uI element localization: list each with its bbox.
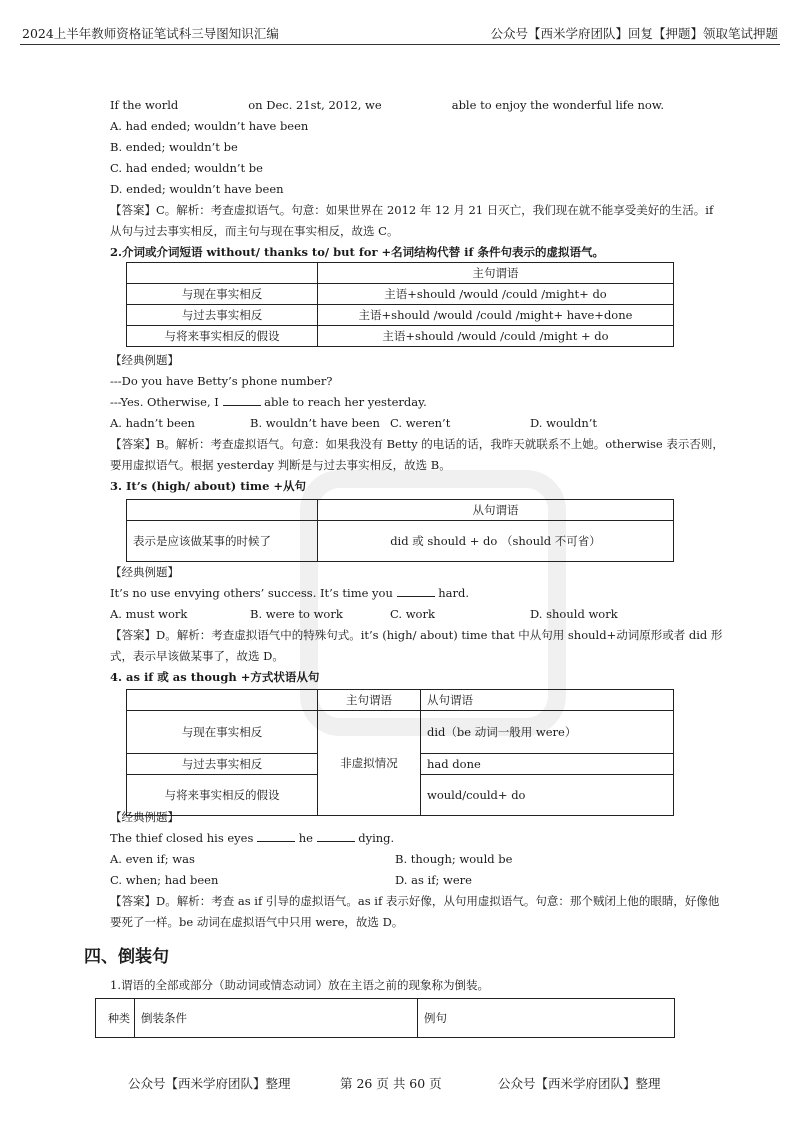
q1-option: D. ended; wouldn’t have been bbox=[110, 182, 284, 196]
footer-left: 公众号【西米学府团队】整理 bbox=[128, 1076, 291, 1091]
s2-answer: 【答案】B。解析：考查虚拟语气。句意：如果我没有 Betty 的电话的话，我昨天就联系不上她。otherwise 表示否则，要用虚拟语气。根据 yesterday 判断是与过去事实相反，故选 B。 bbox=[110, 437, 724, 472]
s5-col3: 例句 bbox=[418, 999, 675, 1038]
s2-q-line2b: able to reach her yesterday. bbox=[264, 395, 427, 409]
s5-intro: 1.谓语的全部或部分（助动词或情态动词）放在主语之前的现象称为倒装。 bbox=[110, 978, 489, 992]
section-4-title: 4. as if 或 as though +方式状语从句 bbox=[110, 670, 320, 684]
s4-form: had done bbox=[421, 754, 674, 775]
q1-option: B. ended; wouldn’t be bbox=[110, 140, 238, 154]
section-heading-inversion: 四、倒装句 bbox=[84, 947, 169, 967]
s3-option: D. should work bbox=[530, 607, 618, 621]
s4-option: B. though; would be bbox=[395, 852, 513, 866]
s3-option: A. must work bbox=[110, 607, 188, 621]
table-inversion bbox=[95, 998, 675, 1038]
s4-q-c: dying. bbox=[358, 831, 395, 845]
answer-blank bbox=[257, 829, 295, 842]
question-4 bbox=[110, 807, 728, 933]
q1-stem-b: on Dec. 21st, 2012, we bbox=[248, 98, 382, 112]
s2-q-line1: ---Do you have Betty’s phone number? bbox=[110, 374, 333, 388]
s2-col-header: 主句谓语 bbox=[318, 263, 674, 284]
s4-example-label: 【经典例题】 bbox=[110, 810, 179, 824]
s2-case: 与现在事实相反 bbox=[127, 284, 318, 305]
s2-option: A. hadn’t been bbox=[110, 416, 195, 430]
question-2 bbox=[110, 350, 728, 497]
s3-answer: 【答案】D。解析：考查虚拟语气中的特殊句式。it’s (high/ about) time that 中从句用 should+动词原形或者 did 形式，表示早该做某事了，故选 D。 bbox=[110, 628, 723, 663]
answer-blank bbox=[223, 393, 261, 406]
section-2-title: 2.介词或介词短语 without/ thanks to/ but for +名词结构代替 if 条件句表示的虚拟语气。 bbox=[110, 245, 604, 259]
s2-case: 与将来事实相反的假设 bbox=[127, 326, 318, 347]
s3-form: did 或 should + do （should 不可省） bbox=[318, 521, 674, 562]
page-header bbox=[20, 22, 780, 45]
section-3-title: 3. It’s (high/ about) time +从句 bbox=[110, 479, 307, 493]
s3-option: B. were to work bbox=[250, 607, 343, 621]
s4-case: 与将来事实相反的假设 bbox=[127, 775, 318, 816]
s3-q-a: It’s no use envying others’ success. It’s time you bbox=[110, 586, 393, 600]
s3-case: 表示是应该做某事的时候了 bbox=[127, 521, 318, 562]
question-1 bbox=[110, 95, 728, 263]
s2-form: 主语+should /would /could /might+ have+done bbox=[318, 305, 674, 326]
s4-form: did（be 动词一般用 were） bbox=[421, 711, 674, 754]
q1-stem-a: If the world bbox=[110, 98, 179, 112]
s2-case: 与过去事实相反 bbox=[127, 305, 318, 326]
s5-col2: 倒装条件 bbox=[135, 999, 418, 1038]
s4-form: would/could+ do bbox=[421, 775, 674, 816]
s3-option: C. work bbox=[390, 607, 435, 621]
s4-case: 与现在事实相反 bbox=[127, 711, 318, 754]
s4-merged: 非虚拟情况 bbox=[318, 711, 421, 816]
s4-option: C. when; had been bbox=[110, 873, 219, 887]
s2-form: 主语+should /would /could /might + do bbox=[318, 326, 674, 347]
s5-col1: 种类 bbox=[96, 999, 135, 1038]
s2-option: B. wouldn’t have been bbox=[250, 416, 380, 430]
header-title: 2024上半年教师资格证笔试科三导图知识汇编 bbox=[22, 26, 279, 41]
s3-col-header: 从句谓语 bbox=[318, 500, 674, 521]
table-s4 bbox=[126, 689, 674, 816]
s4-case: 与过去事实相反 bbox=[127, 754, 318, 775]
s4-q-b: he bbox=[298, 831, 313, 845]
s2-form: 主语+should /would /could /might+ do bbox=[318, 284, 674, 305]
page-number: 第 26 页 共 60 页 bbox=[340, 1076, 442, 1091]
q1-stem-c: able to enjoy the wonderful life now. bbox=[451, 98, 664, 112]
inversion-intro-block bbox=[110, 975, 728, 996]
s3-q-b: hard. bbox=[438, 586, 469, 600]
s2-example-label: 【经典例题】 bbox=[110, 353, 179, 367]
q1-answer: 【答案】C。解析：考查虚拟语气。句意：如果世界在 2012 年 12 月 21 日灭亡，我们现在就不能享受美好的生活。if 从句与过去事实相反，而主句与现在事实相反，故选 C。 bbox=[110, 203, 714, 238]
s4-option: D. as if; were bbox=[395, 873, 472, 887]
answer-blank bbox=[317, 829, 355, 842]
footer-right: 公众号【西米学府团队】整理 bbox=[498, 1076, 661, 1091]
s4-q-a: The thief closed his eyes bbox=[110, 831, 254, 845]
s4-col-main: 主句谓语 bbox=[318, 690, 421, 711]
q1-option: A. had ended; wouldn’t have been bbox=[110, 119, 309, 133]
table-s3 bbox=[126, 499, 674, 562]
s2-option: C. weren’t bbox=[390, 416, 451, 430]
header-promo: 公众号【西米学府团队】回复【押题】领取笔试押题 bbox=[490, 26, 778, 41]
s2-q-line2a: ---Yes. Otherwise, I bbox=[110, 395, 219, 409]
answer-blank bbox=[397, 584, 435, 597]
s4-col-sub: 从句谓语 bbox=[421, 690, 674, 711]
s4-answer: 【答案】D。解析：考查 as if 引导的虚拟语气。as if 表示好像，从句用虚拟语气。句意：那个贼闭上他的眼睛，好像他要死了一样。be 动词在虚拟语气中只用 were，故选 D。 bbox=[110, 894, 720, 929]
s3-example-label: 【经典例题】 bbox=[110, 565, 179, 579]
table-s2 bbox=[126, 262, 674, 347]
s4-option: A. even if; was bbox=[110, 852, 195, 866]
question-3 bbox=[110, 562, 728, 688]
s2-option: D. wouldn’t bbox=[530, 416, 598, 430]
q1-option: C. had ended; wouldn’t be bbox=[110, 161, 263, 175]
